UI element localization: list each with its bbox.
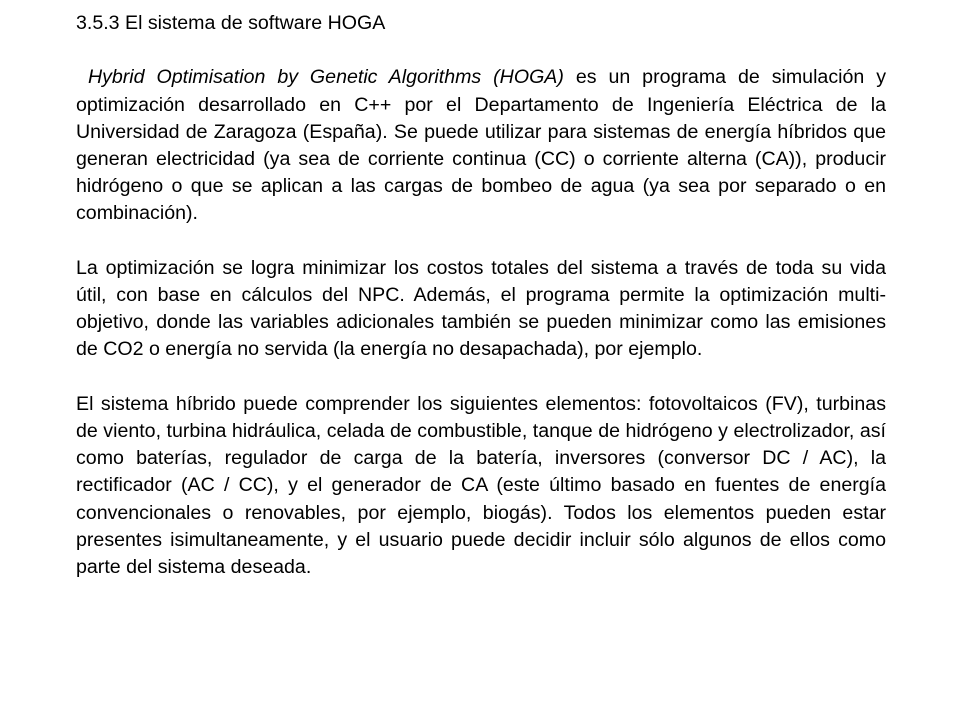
paragraph-spacer: [76, 228, 886, 255]
hoga-full-name: Hybrid Optimisation by Genetic Algorithms (HOGA): [87, 66, 564, 89]
paragraph-hoga-intro-text: es un programa de simulación y optimización desarrollado en C++ por el Departamento de Ingeniería Eléctrica de la Universidad de Zaragoza (España). Se puede utilizar para sistemas de energía híbridos que generan electricidad (ya sea de corriente continua (CC) o corriente alterna (CA)), producir hidrógeno o que se aplican a las cargas de bombeo de agua (ya sea por separado o en combinación).: [76, 66, 886, 225]
leading-space: [76, 66, 88, 88]
paragraph-spacer: [76, 364, 886, 391]
paragraph-hoga-intro: [76, 64, 886, 227]
document-page: [76, 10, 886, 581]
paragraph-optimization: La optimización se logra minimizar los costos totales del sistema a través de toda su vida útil, con base en cálculos del NPC. Además, el programa permite la optimización multi-objetivo, donde las variables adicionales también se pueden minimizar como las emisiones de CO2 o energía no servida (la energía no desapachada), por ejemplo.: [76, 256, 886, 361]
section-heading: 3.5.3 El sistema de software HOGA: [76, 12, 386, 34]
paragraph-hybrid-elements: El sistema híbrido puede comprender los siguientes elementos: fotovoltaicos (FV), turbinas de viento, turbina hidráulica, celada de combustible, tanque de hidrógeno y electrolizador, así como baterías, regulador de carga de la batería, inversores (conversor DC / AC), la rectificador (AC / CC), y el generador de CA (este último basado en fuentes de energía convencionales o renovables, por ejemplo, biogás). Todos los elementos pueden estar presentes isimultaneamente, y el usuario puede decidir incluir sólo algunos de ellos como parte del sistema deseada.: [76, 392, 886, 579]
